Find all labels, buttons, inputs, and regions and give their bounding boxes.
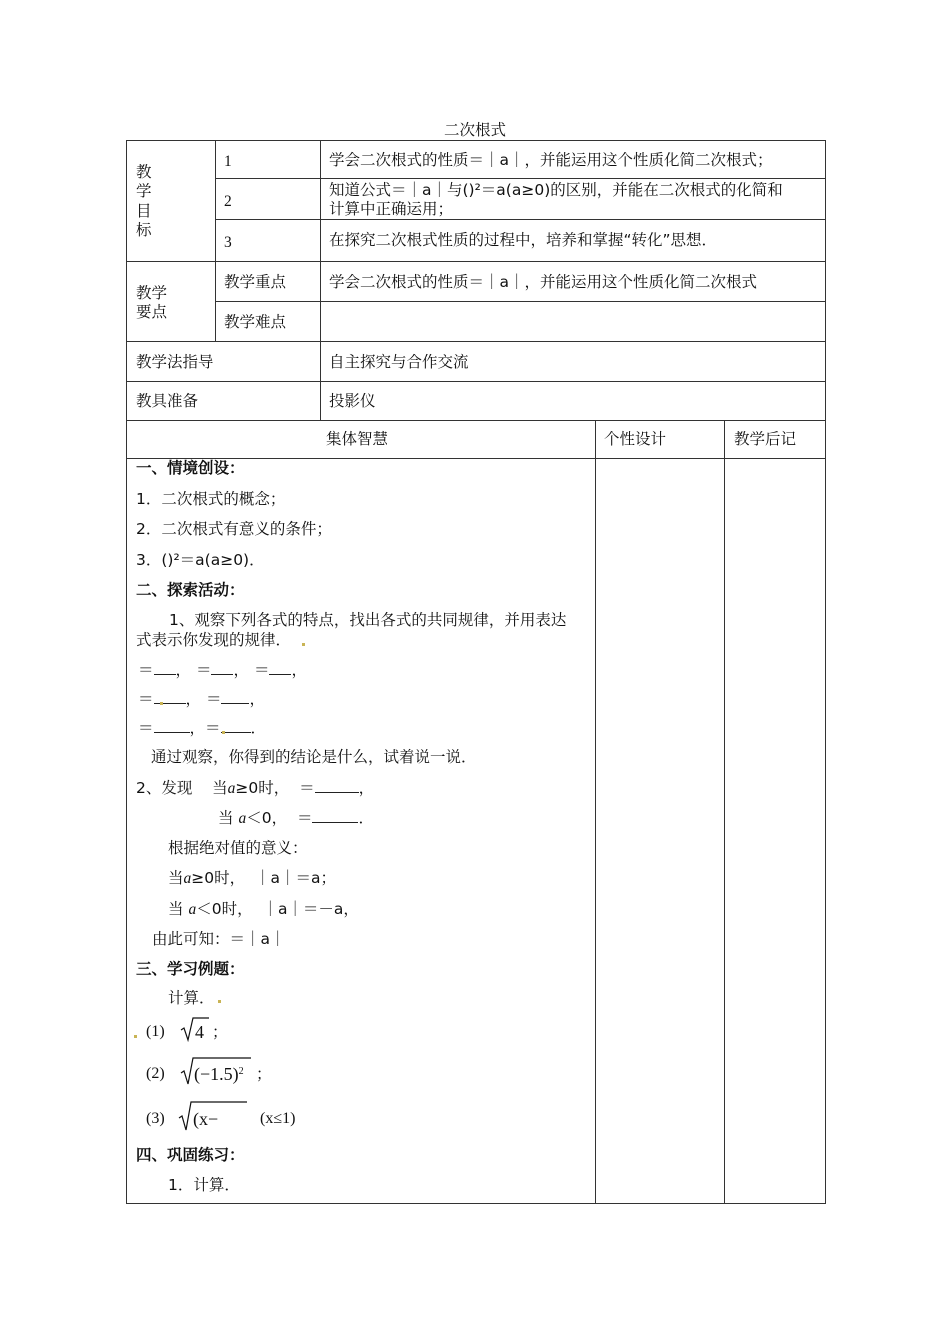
grid-line: [126, 261, 826, 262]
abs-line: [168, 900, 359, 919]
equation-row: [138, 661, 307, 680]
grid-line: [595, 420, 596, 1204]
eq-sep: ，: [358, 779, 375, 797]
eq-sign: ＝: [299, 779, 315, 797]
finding-when: 当: [218, 809, 234, 827]
variable-a: a: [183, 870, 192, 887]
answer-blank[interactable]: [221, 720, 251, 733]
answer-blank[interactable]: [269, 662, 291, 675]
grid-line: [724, 420, 725, 1204]
list-item: 1．计算．: [168, 1176, 240, 1194]
grid-line: [126, 341, 826, 342]
goal-text: 知道公式＝｜a｜与()²＝a(a≥0)的区别，并能在二次根式的化简和: [329, 181, 783, 199]
eq-sep: ，＝: [189, 719, 221, 737]
tools-label: 教具准备: [136, 392, 199, 410]
paragraph-line: 计算．: [168, 989, 215, 1007]
stray-mark: [134, 1035, 137, 1038]
section-heading: 四、巩固练习：: [136, 1146, 245, 1164]
section-heading: 一、情境创设：: [136, 459, 245, 477]
eq-sign: ＝: [195, 661, 212, 679]
grid-line: [126, 420, 826, 421]
radicand: 4: [195, 1022, 204, 1042]
equation-row: [138, 719, 266, 738]
goal-text: 学会二次根式的性质＝｜a｜，并能运用这个性质化简二次根式；: [329, 151, 773, 169]
finding-when: 当: [212, 779, 228, 797]
radicand-base: (−1.5): [194, 1064, 239, 1084]
equation-row: [138, 690, 265, 709]
punctuation: ；: [256, 1065, 272, 1083]
focus-value: 学会二次根式的性质＝｜a｜，并能运用这个性质化简二次根式: [329, 273, 758, 291]
eq-sep: ，: [291, 661, 307, 679]
goals-label-char: 学: [136, 182, 152, 200]
goal-text: 计算中正确运用；: [329, 200, 454, 218]
column-header-postscript: 教学后记: [734, 430, 797, 448]
paragraph-line: 式表示你发现的规律．: [136, 631, 292, 649]
method-label: 教学法指导: [136, 353, 214, 371]
finding-line: [218, 809, 374, 828]
condition: (x≤1): [260, 1110, 296, 1127]
list-item: 1．二次根式的概念；: [136, 490, 286, 508]
example-label: (2): [146, 1065, 165, 1082]
answer-blank[interactable]: [315, 780, 359, 793]
focus-label: 教学重点: [224, 273, 287, 291]
grid-line: [320, 140, 321, 420]
goals-label-char: 目: [136, 202, 152, 220]
eq-sign: ＝: [138, 690, 154, 708]
radicand: (x−: [193, 1109, 219, 1129]
finding-prefix: 2、发现: [136, 779, 193, 797]
paragraph-line: 1、观察下列各式的特点，找出各式的共同规律，并用表达: [169, 611, 567, 629]
abs-cond: ＜0时，: [196, 900, 253, 918]
eq-sep: ，: [249, 690, 265, 708]
key-points-label: 教学: [136, 284, 168, 302]
variable-a: a: [238, 810, 247, 827]
answer-blank[interactable]: [211, 662, 233, 675]
paragraph-line: 根据绝对值的意义：: [168, 839, 308, 857]
answer-blank[interactable]: [154, 720, 190, 733]
eq-sep: ．: [250, 719, 267, 737]
goals-label-char: 教: [136, 163, 152, 181]
abs-line: [168, 869, 336, 888]
stray-mark: [160, 702, 163, 705]
variable-a: a: [227, 780, 236, 797]
section-heading: 二、探索活动：: [136, 581, 245, 599]
goal-text: 在探究二次根式性质的过程中，培养和掌握“转化”思想．: [329, 231, 718, 249]
radicand: [194, 1063, 244, 1086]
eq-sign: ＝: [296, 809, 313, 827]
section-heading: 三、学习例题：: [136, 960, 245, 978]
tools-value: 投影仪: [329, 392, 376, 410]
stray-mark: [222, 731, 225, 734]
stray-mark: [302, 643, 305, 646]
example-label: (3): [146, 1110, 165, 1127]
stray-mark: [218, 1000, 221, 1003]
difficulty-label: 教学难点: [224, 313, 287, 331]
goal-number: 2: [224, 193, 232, 210]
finding-cond: ≥0时，: [235, 779, 290, 797]
example-label: (1): [146, 1023, 165, 1040]
list-item: 2．二次根式有意义的条件；: [136, 520, 332, 538]
eq-sign: ＝: [253, 661, 270, 679]
grid-line: [215, 219, 826, 220]
punctuation: ；: [212, 1023, 228, 1041]
exponent: 2: [238, 1066, 244, 1077]
column-header-personal: 个性设计: [604, 430, 667, 448]
eq-sep: ．: [358, 809, 374, 827]
column-header-collective: 集体智慧: [326, 430, 389, 448]
eq-sign: ＝: [138, 719, 154, 737]
grid-line: [215, 140, 216, 341]
abs-cond: ≥0时，: [191, 869, 246, 887]
grid-line: [215, 178, 826, 179]
abs-expr: ｜a｜＝－a，: [262, 900, 359, 918]
abs-when: 当: [168, 900, 184, 918]
eq-sign: ＝: [138, 661, 154, 679]
abs-expr: ｜a｜＝a；: [254, 869, 336, 887]
grid-line: [215, 301, 826, 302]
eq-sep: ，: [175, 661, 192, 679]
abs-when: 当: [168, 869, 184, 887]
variable-a: a: [188, 901, 197, 918]
answer-blank[interactable]: [154, 662, 176, 675]
answer-blank[interactable]: [312, 810, 358, 823]
finding-cond: ＜0，: [246, 809, 288, 827]
paragraph-line: 通过观察，你得到的结论是什么，试着说一说．: [151, 748, 477, 766]
goal-number: 1: [224, 153, 232, 170]
list-item: 3．()²＝a(a≥0)．: [136, 551, 265, 569]
conclusion-line: 由此可知：＝｜a｜: [152, 930, 286, 948]
grid-line: [126, 381, 826, 382]
eq-sign: ＝: [205, 690, 222, 708]
key-points-label: 要点: [136, 303, 168, 321]
method-value: 自主探究与合作交流: [329, 353, 469, 371]
eq-sep: ，: [185, 690, 202, 708]
goal-number: 3: [224, 234, 232, 251]
document-title: 二次根式: [443, 121, 506, 139]
answer-blank[interactable]: [221, 691, 249, 704]
finding-line: [136, 779, 374, 798]
goals-label-char: 标: [136, 221, 152, 239]
answer-blank[interactable]: [154, 691, 186, 704]
eq-sep: ，: [233, 661, 249, 679]
